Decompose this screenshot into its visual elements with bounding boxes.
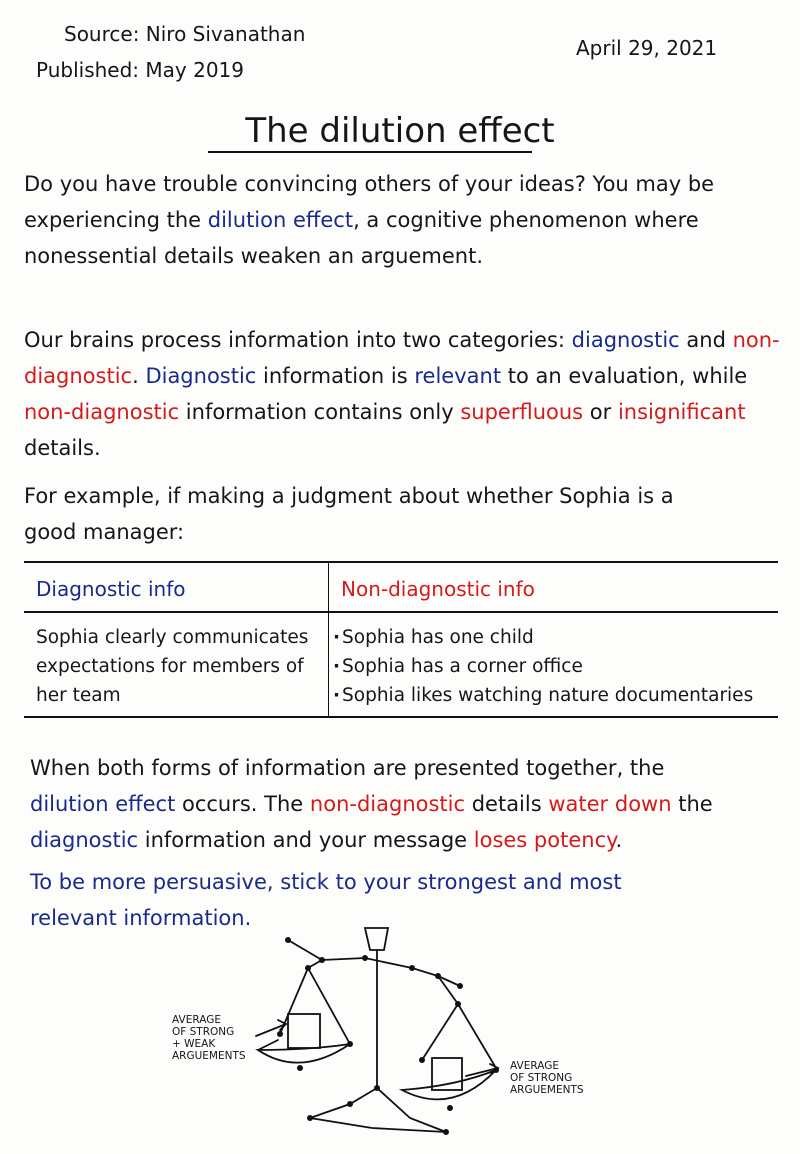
highlight-dilution-effect: dilution effect	[207, 208, 354, 232]
right-pan-label: AVERAGE OF STRONG ARGUEMENTS	[510, 1060, 584, 1096]
title-underline	[208, 151, 532, 153]
table-row	[24, 612, 778, 717]
conclusion-paragraph: To be more persuasive, stick to your strongest and most relevant information.	[30, 870, 622, 930]
intro-paragraph: Do you have trouble convincing others of your ideas? You may be experiencing the dilution effect, a cognitive phenomenon where nonessential details weaken an arguement.	[24, 172, 715, 268]
date-line: April 29, 2021	[576, 36, 718, 60]
non-diagnostic-cell	[329, 612, 779, 717]
page-title: The dilution effect	[245, 111, 555, 151]
example-paragraph: For example, if making a judgment about whether Sophia is a good manager:	[24, 484, 674, 544]
info-table	[24, 561, 778, 718]
list-item: · Sophia has a corner office	[333, 652, 774, 681]
non-diagnostic-list	[333, 623, 774, 710]
header-diagnostic: Diagnostic info	[24, 562, 329, 612]
dilution-paragraph: When both forms of information are presented together, the dilution effect occurs. The non-diagnostic details water down the diagnostic information and your message loses potency.	[30, 756, 713, 852]
list-item: · Sophia likes watching nature documentaries	[333, 681, 774, 710]
header-non-diagnostic: Non-diagnostic info	[329, 562, 779, 612]
source-line: Source: Niro Sivanathan	[64, 22, 306, 46]
diagnostic-cell: Sophia clearly communicates expectations for members of her team	[24, 612, 329, 717]
scale-illustration	[160, 918, 620, 1152]
published-line: Published: May 2019	[36, 58, 244, 82]
list-item: · Sophia has one child	[333, 623, 774, 652]
categories-paragraph: Our brains process information into two categories: diagnostic and non-diagnostic. Diagnostic information is relevant to an evaluation, while non-diagnostic information contains only superfluous or insignificant details.	[24, 328, 780, 460]
table-header-row	[24, 562, 778, 612]
left-pan-label: AVERAGE OF STRONG + WEAK ARGUEMENTS	[172, 1014, 246, 1062]
